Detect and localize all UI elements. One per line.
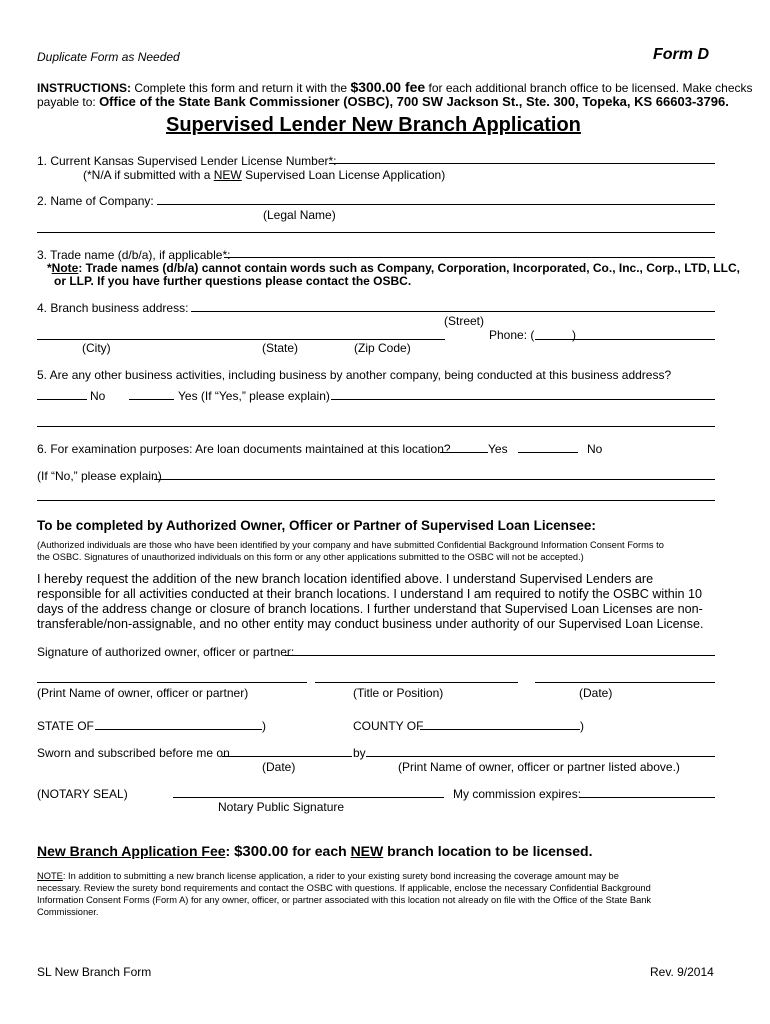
trade-name-note: *Note: Trade names (d/b/a) cannot contain words such as Company, Corporation, Incorporated, Co., Inc., Corp., LTD, LLC, [47,261,740,275]
q6-yes-label: Yes [488,442,508,456]
auth-heading: To be completed by Authorized Owner, Officer or Partner of Supervised Loan Licensee: [37,518,596,533]
date-caption: (Date) [579,686,613,700]
print-listed-caption: (Print Name of owner, officer or partner listed above.) [398,760,680,774]
state-of-close: ) [262,719,266,733]
q6-yes-field[interactable] [440,452,488,453]
signature-field[interactable] [285,655,715,656]
by-label: by [353,746,366,760]
phone-close: ) [572,328,576,342]
instructions-text: Complete this form and return it with the [134,81,348,95]
auth-para-1: I hereby request the addition of the new branch location identified above. I understand Supervised Lenders are [37,572,654,586]
instructions-line1 [37,79,753,95]
page-title: Supervised Lender New Branch Application [166,114,581,136]
sworn-date-caption: (Date) [262,760,296,774]
q1-note: (*N/A if submitted with a NEW Supervised Loan License Application) [83,168,446,182]
city-caption: (City) [82,341,111,355]
commission-label: My commission expires: [453,787,582,801]
q2-label: 2. Name of Company: [37,194,154,208]
q5-explain-field-2[interactable] [37,426,715,427]
q4-label: 4. Branch business address: [37,301,189,315]
instructions-fee: $300.00 fee [350,79,426,95]
state-of-label: STATE OF [37,719,94,733]
q6-explain-field-2[interactable] [37,500,715,501]
auth-para-3: days of the address change or closure of branch locations. I further understand that Supervised Loan Licenses are non- [37,602,703,616]
instructions-line2 [37,94,729,109]
payable-to-label: payable to: [37,95,96,109]
street-caption: (Street) [444,314,485,328]
auth-small-2: the OSBC. Signatures of unauthorized individuals on this form or any other applications submitted to the OSBC will not be accepted.) [37,552,584,562]
trade-name-note-2: or LLP. If you have further questions please contact the OSBC. [54,274,412,288]
signature-label: Signature of authorized owner, officer or partner: [37,645,295,659]
duplicate-note: Duplicate Form as Needed [37,50,180,64]
fee-note-3: Information Consent Forms (Form A) for any owner, officer, or partner associated with this location not already on file with the Office of the State Bank [37,895,652,905]
fee-note-1: NOTE: In addition to submitting a new branch license application, a rider to your existing surety bond increasing the coverage amount may be [37,871,619,881]
q5-label: 5. Are any other business activities, including business by another company, being conducted at this business address? [37,368,672,382]
date-field[interactable] [535,682,715,683]
q6-no-field[interactable] [518,452,578,453]
county-of-label: COUNTY OF [353,719,424,733]
fee-note-4: Commissioner. [37,907,99,917]
auth-small-1: (Authorized individuals are those who have been identified by your company and have submitted Confidential Background Information Consent Forms to [37,540,664,550]
trade-name-field[interactable] [224,257,715,258]
q6-no-label: No [587,442,603,456]
footer-revision: Rev. 9/2014 [650,965,714,979]
footer-form-name: SL New Branch Form [37,965,152,979]
q6-label: 6. For examination purposes: Are loan documents maintained at this location? [37,442,451,456]
sworn-date-field[interactable] [222,756,352,757]
instructions-text-2: for each additional branch office to be licensed. Make checks [428,81,753,95]
legal-name-caption: (Legal Name) [263,208,336,222]
q5-yes-label: Yes (If “Yes,” please explain) [178,389,330,403]
street-field[interactable] [191,311,715,312]
zip-caption: (Zip Code) [354,341,411,355]
county-of-close: ) [580,719,584,733]
company-name-field[interactable] [157,204,715,205]
notary-signature-caption: Notary Public Signature [218,800,345,814]
auth-para-2: responsible for all activities conducted at their branch locations. I understand I am required to notify the OSBC within 10 [37,587,703,601]
county-of-field[interactable] [420,729,580,730]
commission-field[interactable] [580,797,715,798]
company-name-field-2[interactable] [37,232,715,233]
instructions-label: INSTRUCTIONS: [37,81,131,95]
notary-seal: (NOTARY SEAL) [37,787,128,801]
form-id: Form D [653,46,709,63]
title-field[interactable] [315,682,518,683]
q6-explain-field[interactable] [154,479,715,480]
sworn-by-field[interactable] [366,756,715,757]
sworn-label: Sworn and subscribed before me on [37,746,230,760]
q3-label: 3. Trade name (d/b/a), if applicable*: [37,248,231,262]
q1-label: 1. Current Kansas Supervised Lender License Number*: [37,154,337,168]
phone-field[interactable] [535,339,715,340]
notary-signature-field[interactable] [173,797,444,798]
q5-yes-field[interactable] [129,399,174,400]
fee-heading: New Branch Application Fee: $300.00 for each NEW branch location to be licensed. [37,843,593,860]
phone-label: Phone: ( [489,328,535,342]
print-name-field[interactable] [37,682,307,683]
auth-para-4: transferable/non-assignable, and no other entity may conduct business under authority of our Supervised Loan License. [37,617,704,631]
fee-note-2: necessary. Review the surety bond requirements and contact the OSBC with questions. If applicable, enclose the necessary Confidential Background [37,883,651,893]
q5-no-label: No [90,389,106,403]
q6-explain-label: (If “No,” please explain) [37,469,162,483]
print-name-caption: (Print Name of owner, officer or partner) [37,686,249,700]
state-of-field[interactable] [95,729,262,730]
q5-no-field[interactable] [37,399,87,400]
payee: Office of the State Bank Commissioner (OSBC), 700 SW Jackson St., Ste. 300, Topeka, KS 66603-3796. [99,94,729,109]
state-caption: (State) [262,341,299,355]
q5-explain-field[interactable] [331,399,715,400]
city-state-zip-field[interactable] [37,339,445,340]
license-number-field[interactable] [329,163,715,164]
title-caption: (Title or Position) [353,686,444,700]
